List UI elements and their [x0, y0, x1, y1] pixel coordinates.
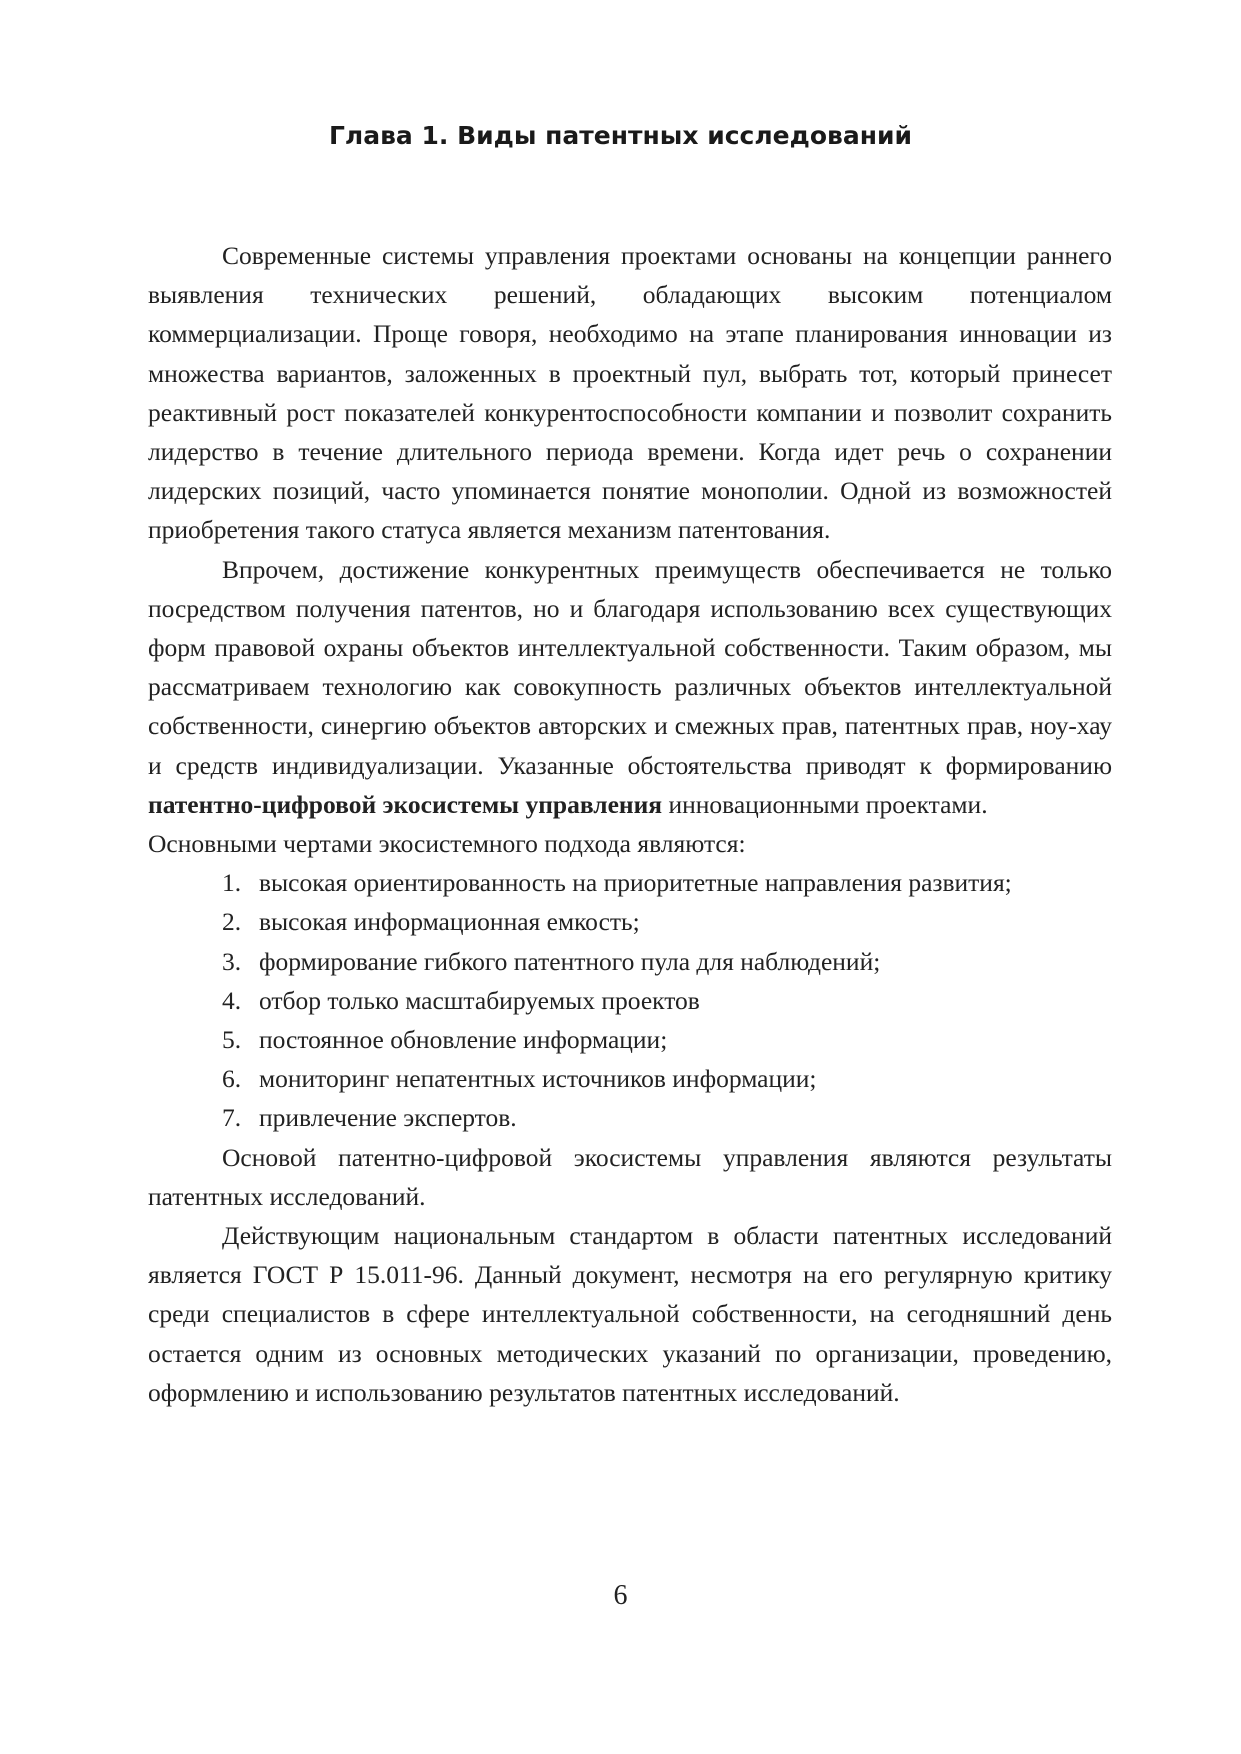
chapter-title: Глава 1. Виды патентных исследований — [328, 121, 913, 150]
list-item-number: 2. — [222, 907, 242, 937]
list-item-number: 3. — [222, 946, 242, 976]
list-item-text: отбор только масштабируемых проектов — [259, 985, 700, 1015]
list-item — [148, 1059, 1112, 1098]
paragraph-4: Действующим национальным стандартом в области патентных исследований является ГОСТ Р 15.011-96. Данный документ, несмотря на его регулярную критику среди специалистов в сфере интеллектуальной собственности, на сегодняшний день остается одним из основных методических указаний по организации, проведению, оформлению и использованию результатов патентных исследований. — [148, 1221, 1112, 1407]
list-item-text: постоянное обновление информации; — [259, 1025, 668, 1055]
list-item-number: 6. — [222, 1064, 242, 1094]
list-item-text: привлечение экспертов. — [259, 1103, 517, 1133]
body-text — [148, 236, 1112, 1412]
list-item-number: 7. — [222, 1103, 242, 1133]
list-item-text: формирование гибкого патентного пула для наблюдений; — [259, 946, 881, 976]
list-intro: Основными чертами экосистемного подхода являются: — [148, 829, 746, 859]
list-item — [148, 942, 1112, 981]
list-item — [148, 1020, 1112, 1059]
list-item-text: высокая ориентированность на приоритетные направления развития; — [259, 868, 1012, 898]
bold-term: патентно-цифровой экосистемы управления — [148, 789, 663, 819]
list-item — [148, 981, 1112, 1020]
list-item-number: 5. — [222, 1025, 242, 1055]
list-item — [148, 902, 1112, 941]
paragraph-2 — [148, 550, 1112, 824]
list-item — [148, 863, 1112, 902]
list-item-number: 1. — [222, 868, 242, 898]
list-item-text: высокая информационная емкость; — [259, 907, 640, 937]
paragraph-2-part-1: Впрочем, достижение конкурентных преимуществ обеспечивается не только посредством получения патентов, но и благодаря использованию всех существующих форм правовой охраны объектов интеллектуальной собственности. Таким образом, мы рассматриваем технологию как совокупность различных объектов интеллектуальной собственности, синергию объектов авторских и смежных прав, патентных прав, ноу-хау и средств индивидуализации. Указанные обстоятельства приводят к формированию — [148, 554, 1112, 780]
paragraph-3: Основой патентно-цифровой экосистемы управления являются результаты патентных исследований. — [148, 1142, 1112, 1211]
paragraph-2-part-2: инновационными проектами. — [662, 789, 988, 819]
list-item-number: 4. — [222, 985, 242, 1015]
numbered-list — [148, 863, 1112, 1137]
page-number: 6 — [613, 1580, 628, 1611]
list-item — [148, 1098, 1112, 1137]
paragraph-1: Современные системы управления проектами основаны на концепции раннего выявления технических решений, обладающих высоким потенциалом коммерциализации. Проще говоря, необходимо на этапе планирования инновации из множества вариантов, заложенных в проектный пул, выбрать тот, который принесет реактивный рост показателей конкурентоспособности компании и позволит сохранить лидерство в течение длительного периода времени. Когда идет речь о сохранении лидерских позиций, часто упоминается понятие монополии. Одной из возможностей приобретения такого статуса является механизм патентования. — [148, 241, 1112, 545]
list-item-text: мониторинг непатентных источников информации; — [259, 1064, 817, 1094]
